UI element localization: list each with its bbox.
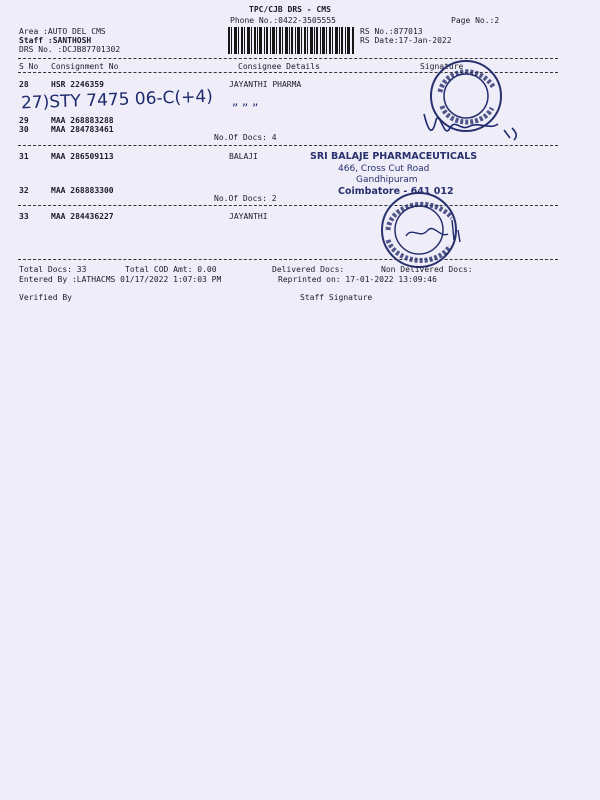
ditto-marks: „ „ „ [232, 94, 259, 108]
row-consignee: BALAJI [229, 152, 258, 161]
row-sno: 28 [19, 80, 29, 89]
row-sno: 30 [19, 125, 29, 134]
column-header-signature: Signature [420, 62, 464, 71]
non-delivered-docs: Non Delivered Docs: [381, 265, 473, 274]
staff-label: Staff :SANTHOSH [19, 36, 92, 45]
signature-scribble [420, 110, 520, 146]
entered-by: Entered By :LATHACMS 01/17/2022 1:07:03 PM [19, 275, 222, 284]
divider [18, 205, 558, 206]
row-consignment: MAA 284783461 [51, 125, 114, 134]
column-header-consignee: Consignee Details [238, 62, 320, 71]
row-sno: 33 [19, 212, 29, 221]
row-consignee: JAYANTHI PHARMA [229, 80, 302, 89]
row-consignment: MAA 268883300 [51, 186, 114, 195]
area-label: Area :AUTO DEL CMS [19, 27, 106, 36]
row-sno: 32 [19, 186, 29, 195]
row-sno: 31 [19, 152, 29, 161]
row-sno: 29 [19, 116, 29, 125]
delivered-docs: Delivered Docs: [272, 265, 345, 274]
handwritten-note: 27)STY 7475 06-C(+4) [20, 86, 214, 114]
report-title: TPC/CJB DRS - CMS [249, 5, 331, 14]
staff-signature: Staff Signature [300, 293, 373, 302]
row-consignee: JAYANTHI [229, 212, 268, 221]
phone-number: Phone No.:0422-3505555 [230, 16, 336, 25]
row-consignment: MAA 268883288 [51, 116, 114, 125]
row-consignment: MAA 284436227 [51, 212, 114, 221]
column-header-sno: S No [19, 62, 39, 71]
group-doc-count: No.Of Docs: 4 [214, 133, 277, 142]
rs-number: RS No.:877013 [360, 27, 423, 36]
column-header-consignment: Consignment No [51, 62, 119, 71]
page-number: Page No.:2 [451, 16, 500, 25]
reprinted-on: Reprinted on: 17-01-2022 13:09:46 [278, 275, 437, 284]
drs-number: DRS No. :DCJB87701302 [19, 45, 121, 54]
round-seal [376, 190, 466, 272]
group-doc-count: No.Of Docs: 2 [214, 194, 277, 203]
stamp-address-line: Gandhipuram [356, 175, 418, 185]
total-cod-amount: Total COD Amt: 0.00 [125, 265, 217, 274]
divider [18, 259, 558, 260]
barcode [228, 27, 355, 54]
row-consignment: MAA 286509113 [51, 152, 114, 161]
stamp-address-line: 466, Cross Cut Road [338, 164, 430, 174]
row-consignment: HSR 2246359 [51, 80, 104, 89]
stamp-address-line: Coimbatore - 641 012 [338, 186, 454, 197]
rs-date: RS Date:17-Jan-2022 [360, 36, 452, 45]
stamp-company-name: SRI BALAJE PHARMACEUTICALS [310, 151, 478, 162]
verified-by: Verified By [19, 293, 72, 302]
total-docs: Total Docs: 33 [19, 265, 87, 274]
